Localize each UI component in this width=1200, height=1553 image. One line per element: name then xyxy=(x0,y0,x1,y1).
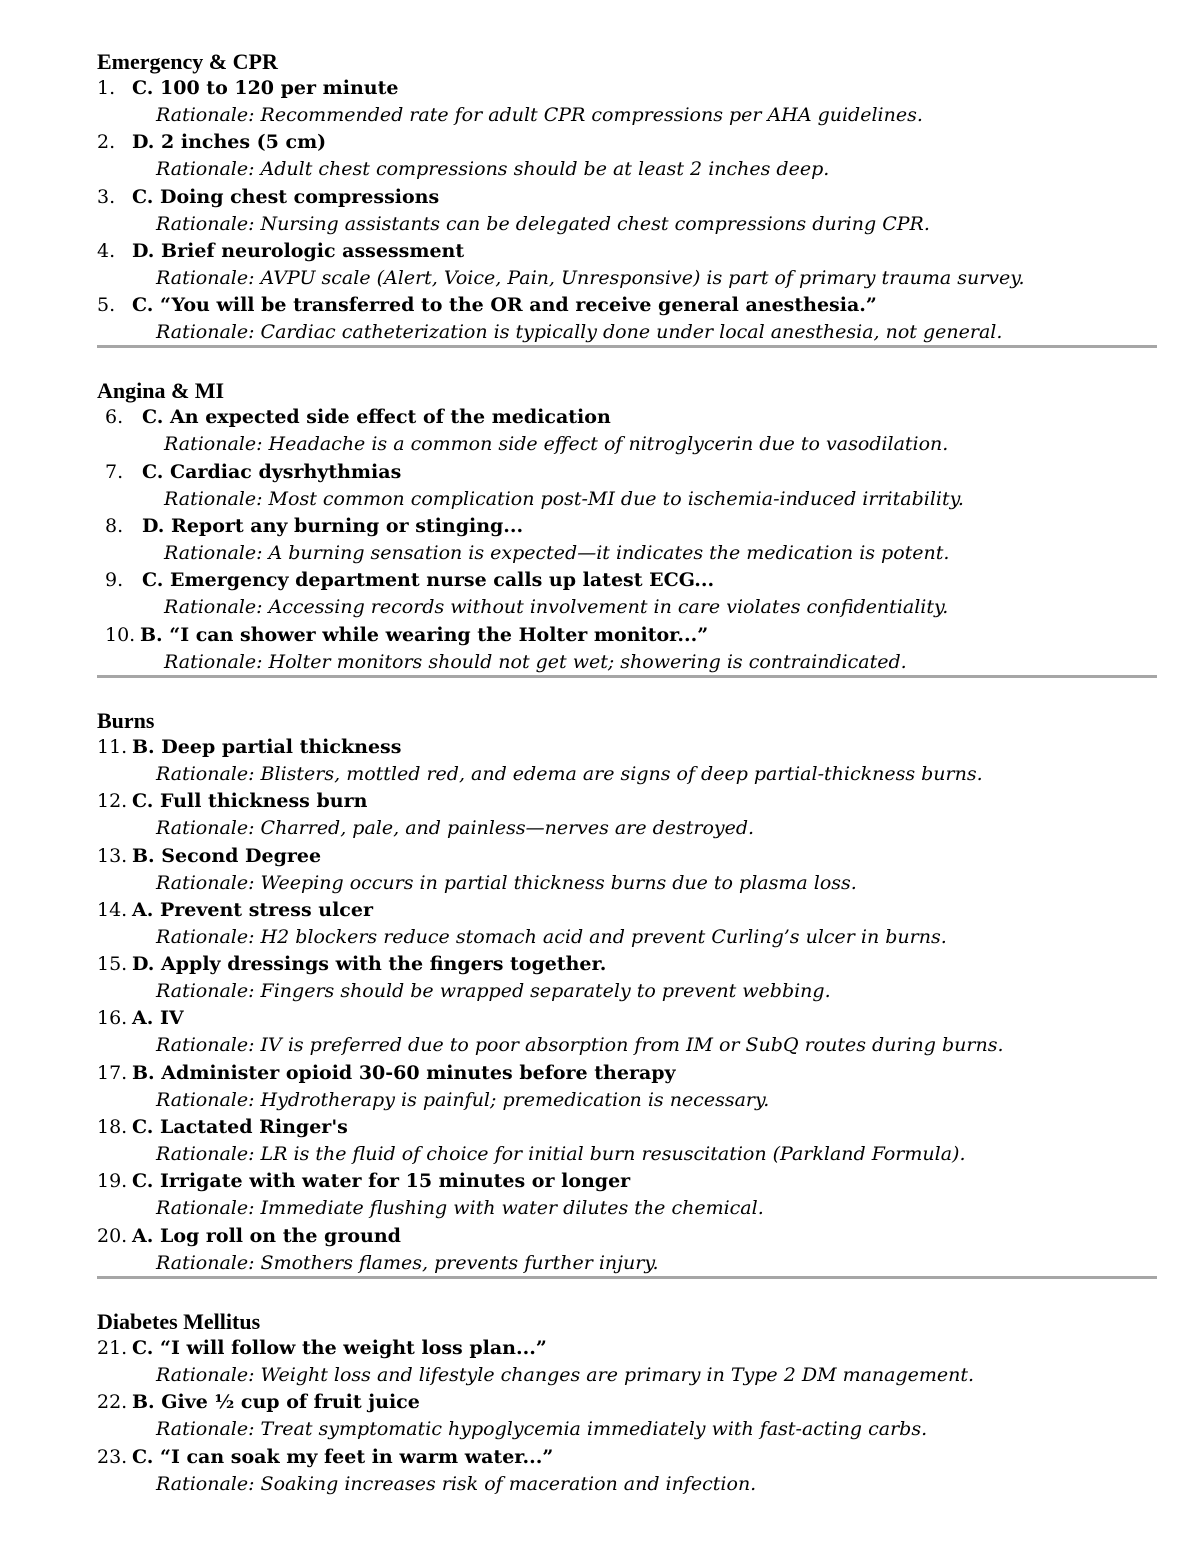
item-number: 16. xyxy=(97,1007,128,1030)
item-answer: B. Administer opioid 30-60 minutes before therapy xyxy=(132,1061,676,1084)
item-number: 12. xyxy=(97,790,128,813)
item-number: 13. xyxy=(97,844,128,867)
item-answer: B. Second Degree xyxy=(132,844,322,867)
list-item xyxy=(97,622,1157,676)
item-answer: B. “I can shower while wearing the Holter monitor...” xyxy=(140,623,709,646)
item-rationale: Rationale: AVPU scale (Alert, Voice, Pain, Unresponsive) is part of primary trauma survey. xyxy=(156,266,1025,289)
list-item xyxy=(97,1335,1157,1389)
item-rationale: Rationale: Fingers should be wrapped separately to prevent webbing. xyxy=(156,980,831,1003)
item-answer: A. Prevent stress ulcer xyxy=(132,898,373,921)
item-answer: A. IV xyxy=(132,1007,184,1030)
item-answer: C. “I can soak my feet in warm water...” xyxy=(132,1445,554,1468)
item-rationale: Rationale: Holter monitors should not get wet; showering is contraindicated. xyxy=(164,650,907,673)
section-emergency-cpr xyxy=(97,48,1157,348)
list-item xyxy=(97,1444,1157,1498)
item-answer: C. Full thickness burn xyxy=(132,790,368,813)
item-rationale: Rationale: Charred, pale, and painless—nerves are destroyed. xyxy=(156,817,755,840)
section-title: Burns xyxy=(97,707,155,733)
item-number: 21. xyxy=(97,1336,128,1359)
item-number: 8. xyxy=(105,515,124,538)
item-rationale: Rationale: Blisters, mottled red, and edema are signs of deep partial-thickness burns. xyxy=(156,762,983,785)
item-rationale: Rationale: Treat symptomatic hypoglycemia immediately with fast-acting carbs. xyxy=(156,1418,928,1441)
item-answer: C. Emergency department nurse calls up latest ECG... xyxy=(142,569,715,592)
list-item xyxy=(97,459,1157,513)
list-item xyxy=(97,513,1157,567)
item-rationale: Rationale: Weeping occurs in partial thickness burns due to plasma loss. xyxy=(156,871,857,894)
item-number: 15. xyxy=(97,953,128,976)
list-item xyxy=(97,75,1157,129)
item-number: 17. xyxy=(97,1061,128,1084)
item-number: 10. xyxy=(105,623,136,646)
item-answer: D. Apply dressings with the fingers together. xyxy=(132,953,607,976)
item-rationale: Rationale: Cardiac catheterization is typically done under local anesthesia, not general. xyxy=(156,321,1003,344)
item-answer: C. 100 to 120 per minute xyxy=(132,77,399,99)
item-answer: C. Irrigate with water for 15 minutes or longer xyxy=(132,1170,631,1193)
item-answer: C. An expected side effect of the medication xyxy=(142,406,611,429)
item-rationale: Rationale: H2 blockers reduce stomach acid and prevent Curling’s ulcer in burns. xyxy=(156,925,947,948)
item-rationale: Rationale: IV is preferred due to poor absorption from IM or SubQ routes during burns. xyxy=(156,1034,1004,1057)
section-title: Emergency & CPR xyxy=(97,49,278,74)
item-answer: C. “You will be transferred to the OR and receive general anesthesia.” xyxy=(132,294,877,317)
item-rationale: Rationale: A burning sensation is expected—it indicates the medication is potent. xyxy=(164,542,950,565)
item-number: 5. xyxy=(97,294,116,317)
answer-key-page xyxy=(97,48,1157,1498)
item-number: 1. xyxy=(97,77,116,99)
item-answer: D. Brief neurologic assessment xyxy=(132,239,465,262)
item-number: 4. xyxy=(97,239,116,262)
list-item xyxy=(97,1389,1157,1443)
section-title: Diabetes Mellitus xyxy=(97,1308,261,1334)
list-item xyxy=(97,843,1157,897)
item-number: 19. xyxy=(97,1170,128,1193)
item-number: 20. xyxy=(97,1224,128,1247)
item-rationale: Rationale: Soaking increases risk of maceration and infection. xyxy=(156,1472,757,1495)
list-item xyxy=(97,238,1157,292)
list-item xyxy=(97,788,1157,842)
item-number: 7. xyxy=(105,460,124,483)
item-number: 14. xyxy=(97,898,128,921)
item-answer: B. Give ½ cup of fruit juice xyxy=(132,1391,420,1414)
item-rationale: Rationale: Immediate flushing with water dilutes the chemical. xyxy=(156,1197,764,1220)
item-rationale: Rationale: LR is the fluid of choice for initial burn resuscitation (Parkland Formula). xyxy=(156,1143,966,1166)
item-number: 9. xyxy=(105,569,124,592)
item-rationale: Rationale: Weight loss and lifestyle changes are primary in Type 2 DM management. xyxy=(156,1363,975,1386)
item-number: 22. xyxy=(97,1391,128,1414)
item-number: 23. xyxy=(97,1445,128,1468)
list-item xyxy=(97,897,1157,951)
item-number: 18. xyxy=(97,1116,128,1139)
item-answer: C. Lactated Ringer's xyxy=(132,1116,348,1139)
list-item xyxy=(97,734,1157,788)
item-answer: C. Doing chest compressions xyxy=(132,185,440,208)
section-burns xyxy=(97,707,1157,1279)
item-number: 11. xyxy=(97,735,128,758)
list-item xyxy=(97,1223,1157,1277)
item-rationale: Rationale: Most common complication post-MI due to ischemia-induced irritability. xyxy=(164,487,964,510)
list-item xyxy=(97,567,1157,621)
item-number: 3. xyxy=(97,185,116,208)
item-answer: C. “I will follow the weight loss plan...” xyxy=(132,1336,547,1359)
list-item xyxy=(97,1060,1157,1114)
list-item xyxy=(97,129,1157,183)
item-number: 6. xyxy=(105,406,124,429)
item-rationale: Rationale: Headache is a common side effect of nitroglycerin due to vasodilation. xyxy=(164,433,949,456)
section-diabetes-mellitus xyxy=(97,1308,1157,1498)
list-item xyxy=(97,1168,1157,1222)
list-item xyxy=(97,1005,1157,1059)
item-rationale: Rationale: Nursing assistants can be delegated chest compressions during CPR. xyxy=(156,212,930,235)
item-rationale: Rationale: Recommended rate for adult CPR compressions per AHA guidelines. xyxy=(156,104,923,126)
list-item xyxy=(97,292,1157,346)
item-number: 2. xyxy=(97,131,116,154)
list-item xyxy=(97,404,1157,458)
list-item xyxy=(97,1114,1157,1168)
list-item xyxy=(97,951,1157,1005)
item-answer: A. Log roll on the ground xyxy=(132,1224,401,1247)
section-angina-mi xyxy=(97,377,1157,677)
item-answer: B. Deep partial thickness xyxy=(132,735,402,758)
section-title: Angina & MI xyxy=(97,378,225,404)
item-rationale: Rationale: Adult chest compressions should be at least 2 inches deep. xyxy=(156,158,830,181)
item-rationale: Rationale: Accessing records without involvement in care violates confidentiality. xyxy=(164,596,949,619)
item-answer: D. Report any burning or stinging... xyxy=(142,515,524,538)
item-rationale: Rationale: Hydrotherapy is painful; premedication is necessary. xyxy=(156,1088,770,1111)
item-answer: C. Cardiac dysrhythmias xyxy=(142,460,402,483)
list-item xyxy=(97,184,1157,238)
item-rationale: Rationale: Smothers flames, prevents further injury. xyxy=(156,1251,659,1274)
item-answer: D. 2 inches (5 cm) xyxy=(132,131,327,154)
